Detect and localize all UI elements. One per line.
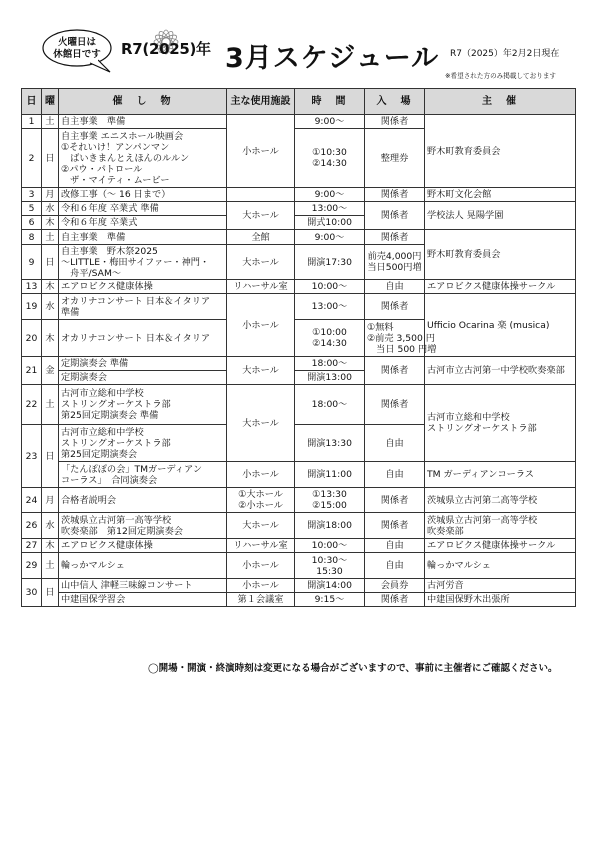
weekday-cell: 日 (42, 245, 59, 280)
organizer-cell: 野木町教育委員会 (425, 115, 576, 188)
col-weekday: 曜 (42, 89, 59, 115)
weekday-cell: 水 (42, 294, 59, 320)
weekday-cell: 土 (42, 385, 59, 425)
table-row (22, 294, 576, 320)
venue-cell: 小ホール (227, 115, 295, 188)
time-cell (295, 488, 365, 513)
organizer-cell (425, 385, 576, 462)
organizer-cell: 学校法人 晃陽学園 (425, 202, 576, 230)
admission-cell (365, 245, 425, 280)
organizer-cell (425, 513, 576, 539)
event-line: 準備 (61, 306, 80, 318)
organizer-cell: 野木町文化会館 (425, 188, 576, 202)
time-cell (295, 320, 365, 357)
event-cell: 定期演奏会 (59, 371, 227, 385)
admission-cell: 自由 (365, 539, 425, 553)
admission-cell: 関係者 (365, 115, 425, 129)
admission-line: 当日 500 円増 (367, 343, 437, 355)
closed-day-badge (40, 28, 112, 74)
weekday-cell: 土 (42, 230, 59, 245)
time-cell (295, 129, 365, 188)
event-cell (59, 462, 227, 488)
col-time: 時 間 (295, 89, 365, 115)
admission-cell (365, 320, 437, 357)
table-row (22, 357, 576, 371)
page-header (0, 0, 595, 86)
table-row (22, 280, 576, 294)
venue-line: ①大ホール (238, 489, 283, 500)
table-row (22, 593, 576, 607)
organizer-cell: 輪っかマルシェ (425, 553, 576, 579)
admission-cell: 関係者 (365, 385, 425, 425)
organizer-cell: Ufficio Ocarina 楽 (musica) (425, 294, 576, 357)
weekday-cell: 日 (42, 425, 59, 488)
event-cell (59, 129, 227, 188)
venue-cell: 大ホール (227, 385, 295, 462)
event-cell: 令和６年度 卒業式 準備 (59, 202, 227, 216)
time-cell: 開演11:00 (295, 462, 365, 488)
admission-cell: 整理券 (365, 129, 425, 188)
table-row (22, 488, 576, 513)
time-line: ②14:30 (312, 338, 347, 349)
organizer-line: ストリングオーケストラ部 (427, 423, 537, 434)
event-cell: 自主事業 準備 (59, 230, 227, 245)
day-cell: 3 (22, 188, 42, 202)
weekday-cell: 木 (42, 280, 59, 294)
time-cell: 9:00〜 (295, 230, 365, 245)
event-line: 自主事業 エニスホール映画会 (61, 130, 184, 142)
event-cell: 山中信人 津軽三味線コンサート (59, 579, 227, 593)
event-line: ②パウ・パトロール (61, 163, 143, 175)
weekday-cell: 日 (42, 579, 59, 607)
organizer-line: 古河市立総和中学校 (427, 412, 510, 423)
listing-note: ※希望された方のみ掲載しております (445, 72, 557, 80)
organizer-cell: 茨城県立古河第二高等学校 (425, 488, 576, 513)
time-cell: 10:00〜 (295, 280, 365, 294)
admission-cell: 自由 (365, 462, 425, 488)
day-cell: 6 (22, 216, 42, 230)
time-cell: 開式10:00 (295, 216, 365, 230)
time-line: 10:30〜 (311, 554, 348, 566)
year-label: R7(2025)年 (121, 40, 211, 58)
admission-cell: 関係者 (365, 294, 425, 320)
day-cell: 24 (22, 488, 42, 513)
day-cell: 27 (22, 539, 42, 553)
event-cell (59, 245, 227, 280)
page-title: 3月スケジュール (225, 43, 440, 74)
event-cell (59, 385, 227, 425)
time-cell: 13:00〜 (295, 294, 365, 320)
day-cell: 20 (22, 320, 42, 357)
organizer-cell: 古河労音 (425, 579, 576, 593)
table-row (22, 385, 576, 425)
event-cell: 中建国保学習会 (59, 593, 227, 607)
col-venue: 主な使用施設 (227, 89, 295, 115)
time-line: ①10:30 (312, 147, 347, 158)
admission-cell: 関係者 (365, 230, 425, 245)
venue-line: ②小ホール (238, 500, 283, 511)
venue-cell: 小ホール (227, 579, 295, 593)
badge-line2: 休館日です (53, 49, 101, 60)
admission-cell: 関係者 (365, 357, 425, 385)
weekday-cell: 水 (42, 513, 59, 539)
col-admission: 入 場 (365, 89, 425, 115)
event-line: 自主事業 準備 (61, 116, 126, 127)
day-cell: 21 (22, 357, 42, 385)
venue-cell (227, 188, 295, 202)
admission-cell: 会員券 (365, 579, 425, 593)
day-cell: 9 (22, 245, 42, 280)
event-line: 古河市立総和中学校 (61, 426, 144, 438)
time-cell: 開演18:00 (295, 513, 365, 539)
table-row (22, 115, 576, 129)
as-of-date: R7（2025）年2月2日現在 (450, 49, 560, 59)
day-cell: 8 (22, 230, 42, 245)
event-cell: 合格者説明会 (59, 488, 227, 513)
venue-cell: リハーサル室 (227, 539, 295, 553)
time-line: ②14:30 (312, 158, 347, 169)
event-line: オカリナコンサート 日本＆イタリア (61, 295, 211, 307)
event-line: ①それいけ！アンパンマン (61, 141, 170, 153)
admission-line: 当日500円増 (367, 262, 422, 273)
admission-cell: 関係者 (365, 188, 425, 202)
time-cell: 18:00〜 (295, 385, 365, 425)
time-line: ①10:00 (312, 327, 347, 338)
venue-cell: リハーサル室 (227, 280, 295, 294)
time-cell (295, 553, 365, 579)
day-cell: 29 (22, 553, 42, 579)
table-row (22, 513, 576, 539)
badge-text (48, 37, 106, 61)
admission-cell: 関係者 (365, 202, 425, 230)
admission-line: 前売4,000円 (367, 251, 422, 262)
event-line: ばいきまんとえほんのルルン (61, 152, 190, 164)
venue-cell: 第１会議室 (227, 593, 295, 607)
time-cell: 開演17:30 (295, 245, 365, 280)
event-cell (59, 513, 227, 539)
day-cell: 5 (22, 202, 42, 216)
event-line: コーラス」 合同演奏会 (61, 474, 158, 486)
time-line: ②15:00 (312, 500, 347, 511)
weekday-cell: 木 (42, 539, 59, 553)
col-organizer: 主 催 (425, 89, 576, 115)
admission-line: ②前売 3,500 円 (367, 332, 435, 344)
event-line: ストリングオーケストラ部 (61, 437, 171, 449)
venue-cell: 小ホール (227, 553, 295, 579)
time-cell: 9:00〜 (295, 188, 365, 202)
time-cell: 13:00〜 (295, 202, 365, 216)
venue-cell (227, 488, 295, 513)
weekday-cell: 金 (42, 357, 59, 385)
event-cell: 改修工事（〜 16 日まで） (59, 188, 227, 202)
organizer-line: 吹奏楽部 (427, 525, 464, 537)
admission-cell: 関係者 (365, 593, 425, 607)
venue-cell: 大ホール (227, 245, 295, 280)
weekday-cell: 月 (42, 188, 59, 202)
table-row (22, 230, 576, 245)
day-cell: 13 (22, 280, 42, 294)
event-cell: オカリナコンサート 日本＆イタリア (59, 320, 227, 357)
event-cell (59, 425, 227, 462)
day-cell: 22 (22, 385, 42, 425)
event-cell (59, 294, 227, 320)
organizer-cell: 中建国保野木出張所 (425, 593, 576, 607)
day-cell: 30 (22, 579, 42, 607)
organizer-cell: 古河市立古河第一中学校吹奏楽部 (425, 357, 576, 385)
time-cell: 9:00〜 (295, 115, 365, 129)
time-line: 15:30 (316, 565, 343, 577)
event-line: 古河市立総和中学校 (61, 388, 144, 399)
event-cell: エアロビクス健康体操 (59, 539, 227, 553)
admission-cell: 自由 (365, 425, 425, 462)
organizer-line: 茨城県立古河第一高等学校 (427, 514, 538, 526)
event-cell: 定期演奏会 準備 (59, 357, 227, 371)
table-row (22, 579, 576, 593)
day-cell: 19 (22, 294, 42, 320)
event-cell: 輪っかマルシェ (59, 553, 227, 579)
organizer-cell: TM ガーディアンコーラス (425, 462, 576, 488)
day-cell: 2 (22, 129, 42, 188)
weekday-cell: 木 (42, 216, 59, 230)
time-cell: 9:15〜 (295, 593, 365, 607)
weekday-cell: 月 (42, 488, 59, 513)
time-cell: 開演14:00 (295, 579, 365, 593)
venue-cell: 大ホール (227, 202, 295, 230)
weekday-cell: 土 (42, 115, 59, 129)
weekday-cell: 日 (42, 129, 59, 188)
event-line: ザ・マイティ・ムービー (61, 174, 170, 186)
venue-cell: 小ホール (227, 294, 295, 357)
organizer-cell: 野木町教育委員会 (425, 230, 576, 280)
table-row (22, 553, 576, 579)
admission-cell: 自由 (365, 280, 425, 294)
time-cell: 開演13:00 (295, 371, 365, 385)
event-line: 第25回定期演奏会 準備 (61, 410, 159, 421)
admission-cell: 自由 (365, 553, 425, 579)
event-cell (59, 115, 227, 129)
organizer-cell: エアロビクス健康体操サークル (425, 539, 576, 553)
event-line: 舟平/SAM〜 (61, 267, 122, 279)
footer-note: ◯開場・開演・終演時刻は変更になる場合がございますので、事前に主催者にご確認ください。 (148, 663, 558, 674)
col-day: 日 (22, 89, 42, 115)
venue-cell: 小ホール (227, 462, 295, 488)
event-cell: エアロビクス健康体操 (59, 280, 227, 294)
table-row (22, 188, 576, 202)
admission-cell: 関係者 (365, 513, 425, 539)
event-line: ストリングオーケストラ部 (61, 399, 171, 410)
admission-line: ①無料 (367, 321, 394, 333)
table-header-row (22, 89, 576, 115)
admission-cell: 関係者 (365, 488, 425, 513)
venue-cell: 大ホール (227, 513, 295, 539)
day-cell: 23 (22, 425, 42, 488)
table-row (22, 202, 576, 216)
event-line: 〜LITTLE・梅田サイファー・神門・ (61, 256, 210, 268)
venue-cell: 全館 (227, 230, 295, 245)
event-cell: 令和６年度 卒業式 (59, 216, 227, 230)
time-line: ①13:30 (312, 489, 347, 500)
table-row (22, 539, 576, 553)
badge-line1: 火曜日は (57, 37, 96, 48)
event-line: 自主事業 野木祭2025 (61, 245, 158, 257)
time-cell: 開演13:30 (295, 425, 365, 462)
organizer-cell: エアロビクス健康体操サークル (425, 280, 576, 294)
day-cell: 26 (22, 513, 42, 539)
schedule-table (21, 88, 576, 607)
event-line: 第25回定期演奏会 (61, 448, 138, 460)
weekday-cell: 木 (42, 320, 59, 357)
venue-cell: 大ホール (227, 357, 295, 385)
time-cell: 10:00〜 (295, 539, 365, 553)
col-event: 催 し 物 (59, 89, 227, 115)
weekday-cell: 水 (42, 202, 59, 216)
table-row (22, 462, 576, 488)
event-line: 吹奏楽部 第12回定期演奏会 (61, 525, 183, 537)
event-line: 茨城県立古河第一高等学校 (61, 514, 172, 526)
time-cell: 18:00〜 (295, 357, 365, 371)
weekday-cell: 土 (42, 553, 59, 579)
day-cell: 1 (22, 115, 42, 129)
event-line: 「たんぽぽの会」TMガーディアン (61, 463, 203, 475)
